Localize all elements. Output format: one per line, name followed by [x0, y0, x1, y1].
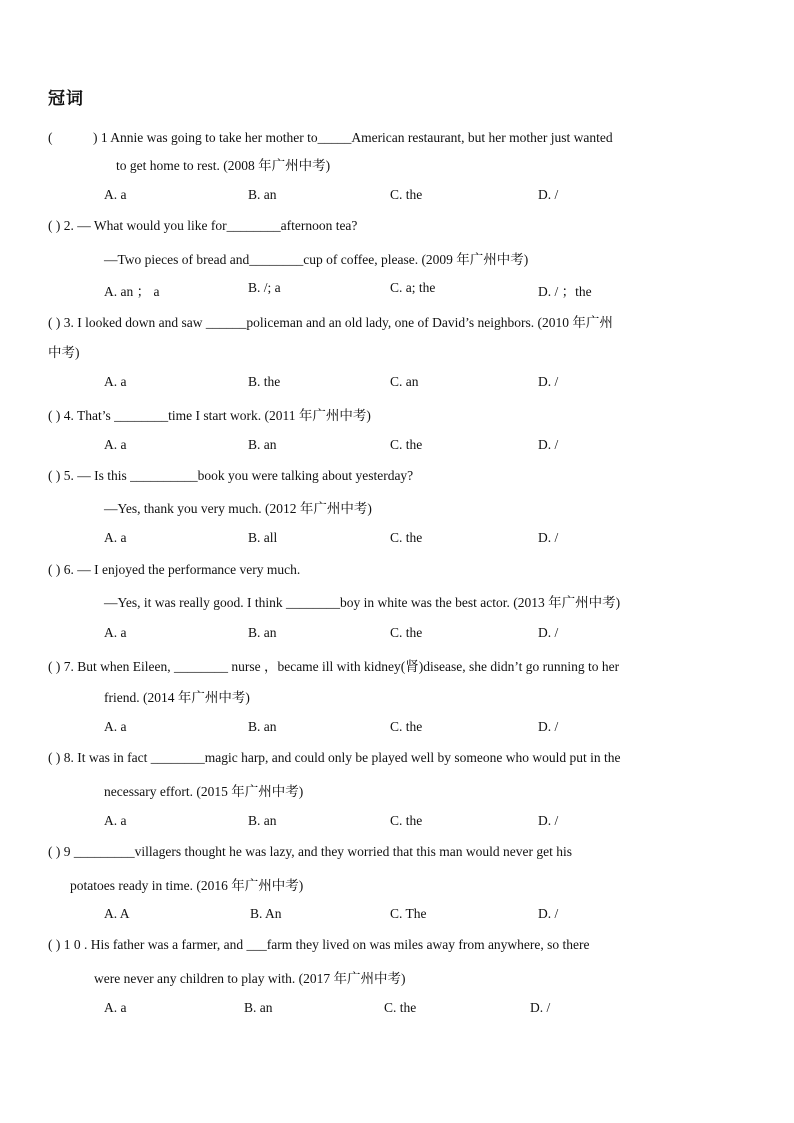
question-1-option-d: D. /	[538, 187, 559, 202]
question-10-line-2: were never any children to play with. (2017 年广州中考)	[94, 971, 406, 986]
question-2-option-b: B. /; a	[248, 280, 281, 295]
question-9-option-d: D. /	[538, 906, 559, 921]
question-1-option-b: B. an	[248, 187, 277, 202]
question-1-option-c: C. the	[390, 187, 423, 202]
question-8-option-c: C. the	[390, 813, 423, 828]
question-6-option-d: D. /	[538, 625, 559, 640]
question-8-line-1: ( ) 8. It was in fact ________magic harp, and could only be played well by someone who would put in the	[48, 750, 621, 765]
question-8-line-2: necessary effort. (2015 年广州中考)	[104, 784, 304, 799]
question-1-line-2: to get home to rest. (2008 年广州中考)	[116, 158, 331, 173]
question-7-line-2: friend. (2014 年广州中考)	[104, 690, 250, 705]
question-5-option-d: D. /	[538, 530, 559, 545]
question-6-option-b: B. an	[248, 625, 277, 640]
question-7-option-a: A. a	[104, 719, 127, 734]
question-3-option-b: B. the	[248, 374, 281, 389]
question-6-option-c: C. the	[390, 625, 423, 640]
question-10-option-a: A. a	[104, 1000, 127, 1015]
question-5-line-2: —Yes, thank you very much. (2012 年广州中考)	[104, 501, 372, 516]
question-6-line-2: —Yes, it was really good. I think ________boy in white was the best actor. (2013 年广州中考)	[104, 595, 621, 610]
question-4-option-d: D. /	[538, 437, 559, 452]
question-7-option-c: C. the	[390, 719, 423, 734]
question-10-line-1: ( ) 1 0 . His father was a farmer, and ___farm they lived on was miles away from anywhere, so there	[48, 937, 590, 952]
question-2-line-1: ( ) 2. — What would you like for________afternoon tea?	[48, 218, 358, 233]
question-1-option-a: A. a	[104, 187, 127, 202]
page-title: 冠词	[48, 89, 84, 109]
question-8-option-b: B. an	[248, 813, 277, 828]
question-6-line-1: ( ) 6. — I enjoyed the performance very much.	[48, 562, 301, 577]
question-6-option-a: A. a	[104, 625, 127, 640]
question-3-option-d: D. /	[538, 374, 559, 389]
question-4-option-b: B. an	[248, 437, 277, 452]
question-3-line-1: ( ) 3. I looked down and saw ______policeman and an old lady, one of David’s neighbors. (2010 年广州	[48, 315, 613, 330]
question-3-option-a: A. a	[104, 374, 127, 389]
question-4-line-1: ( ) 4. That’s ________time I start work. (2011 年广州中考)	[48, 408, 371, 423]
question-3-option-c: C. an	[390, 374, 419, 389]
question-8-option-d: D. /	[538, 813, 559, 828]
question-10-option-b: B. an	[244, 1000, 273, 1015]
question-7-option-d: D. /	[538, 719, 559, 734]
question-5-option-b: B. all	[248, 530, 278, 545]
question-9-line-2: potatoes ready in time. (2016 年广州中考)	[70, 878, 304, 893]
question-9-option-c: C. The	[390, 906, 427, 921]
question-9-option-b: B. An	[250, 906, 282, 921]
question-4-option-c: C. the	[390, 437, 423, 452]
question-8-option-a: A. a	[104, 813, 127, 828]
question-2-option-d: D. / ；the	[538, 284, 592, 299]
question-5-option-c: C. the	[390, 530, 423, 545]
question-9-option-a: A. A	[104, 906, 130, 921]
question-10-option-d: D. /	[530, 1000, 551, 1015]
question-2-option-c: C. a; the	[390, 280, 436, 295]
question-5-line-1: ( ) 5. — Is this __________book you were talking about yesterday?	[48, 468, 414, 483]
question-5-option-a: A. a	[104, 530, 127, 545]
question-10-option-c: C. the	[384, 1000, 417, 1015]
question-2-line-2: —Two pieces of bread and________cup of coffee, please. (2009 年广州中考)	[104, 252, 529, 267]
question-3-line-2: 中考)	[48, 345, 80, 360]
question-7-line-1: ( ) 7. But when Eileen, ________ nurse ，became ill with kidney(肾)disease, she didn’t go running to her	[48, 659, 620, 674]
question-9-line-1: ( ) 9 _________villagers thought he was lazy, and they worried that this man would never get his	[48, 844, 573, 859]
question-4-option-a: A. a	[104, 437, 127, 452]
question-7-option-b: B. an	[248, 719, 277, 734]
question-1-line-1: ( ) 1 Annie was going to take her mother to_____American restaurant, but her mother just wanted	[48, 130, 613, 145]
question-2-option-a: A. an ； a	[104, 284, 160, 299]
